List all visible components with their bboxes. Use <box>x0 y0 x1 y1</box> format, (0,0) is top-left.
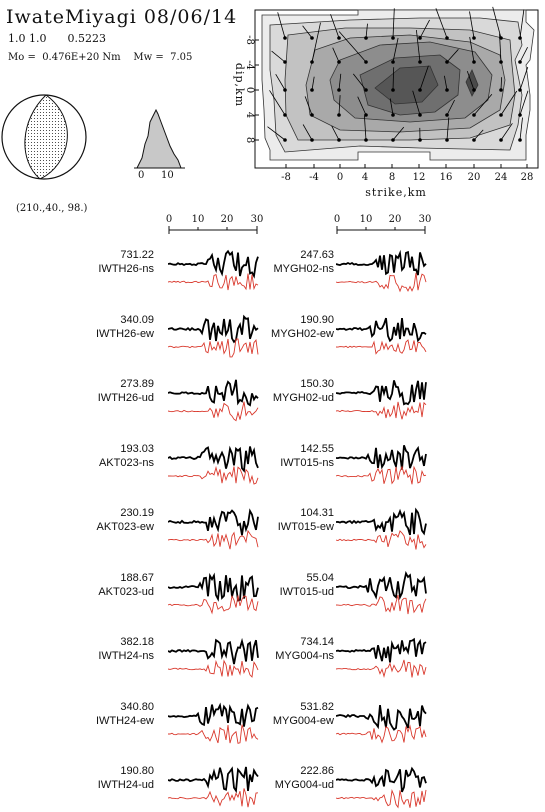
waveform-station: IWT015-ud <box>268 585 334 599</box>
waveform-label <box>88 571 154 599</box>
waveform-trace-pair <box>336 496 428 554</box>
waveform-amplitude: 531.82 <box>268 700 334 714</box>
observed-waveform <box>336 769 426 792</box>
waveform-label <box>268 248 334 276</box>
map-x-tick-label: 28 <box>521 172 534 183</box>
map-x-tick-label: -8 <box>281 172 291 183</box>
observed-waveform <box>336 380 426 404</box>
waveform-amplitude: 734.14 <box>268 635 334 649</box>
time-tick-30: 30 <box>419 214 432 225</box>
waveform-amplitude: 247.63 <box>268 248 334 262</box>
map-x-tick-label: 24 <box>495 172 508 183</box>
waveform-label <box>88 764 154 792</box>
map-x-tick-label: 4 <box>362 172 368 183</box>
synthetic-waveform <box>336 466 426 484</box>
synthetic-waveform <box>168 402 258 421</box>
waveform-label <box>268 700 334 728</box>
waveform-trace-pair <box>336 690 428 748</box>
waveform-amplitude: 222.86 <box>268 764 334 778</box>
time-tick-10: 10 <box>360 214 373 225</box>
map-y-tick-label: 0 <box>244 87 255 93</box>
waveform-amplitude: 190.90 <box>268 313 334 327</box>
waveform-trace-pair <box>336 561 428 619</box>
params-right: 0.5223 <box>67 32 106 45</box>
mo-value: 0.476E+20 Nm <box>42 52 120 63</box>
waveform-trace-pair <box>336 432 428 490</box>
map-x-tick-label: 8 <box>389 172 395 183</box>
waveform-station: IWTH24-ew <box>88 714 154 728</box>
waveform-trace-pair <box>168 496 260 554</box>
waveform-trace-pair <box>336 754 428 812</box>
inversion-params <box>8 32 106 45</box>
synthetic-waveform <box>336 531 426 550</box>
map-y-tick-label: -4 <box>244 60 255 70</box>
waveform-amplitude: 230.19 <box>88 506 154 520</box>
waveform-station: IWTH24-ns <box>88 649 154 663</box>
waveform-label <box>268 635 334 663</box>
waveform-station: IWTH26-ns <box>88 262 154 276</box>
waveform-amplitude: 731.22 <box>88 248 154 262</box>
stf-shape <box>137 110 181 168</box>
waveform-label <box>88 635 154 663</box>
observed-waveform <box>336 445 426 469</box>
waveform-trace-pair <box>168 238 260 296</box>
map-y-tick-label: -8 <box>244 35 255 45</box>
waveform-station: MYG004-ew <box>268 714 334 728</box>
time-tick-0: 0 <box>166 214 172 225</box>
waveform-station: IWTH26-ew <box>88 327 154 341</box>
synthetic-waveform <box>336 790 426 808</box>
observed-waveform <box>168 380 258 405</box>
waveform-station: MYGH02-ns <box>268 262 334 276</box>
observed-waveform <box>336 510 426 535</box>
waveform-trace-pair <box>336 238 428 296</box>
observed-waveform <box>168 511 258 535</box>
waveform-label <box>268 442 334 470</box>
waveform-amplitude: 190.80 <box>88 764 154 778</box>
time-tick-30: 30 <box>251 214 264 225</box>
moment-line <box>8 52 192 63</box>
mo-label: Mo = <box>8 52 36 63</box>
observed-waveform <box>336 639 426 662</box>
waveform-label <box>88 506 154 534</box>
source-time-function <box>130 100 200 190</box>
observed-waveform <box>168 704 258 726</box>
observed-waveform <box>168 251 258 276</box>
waveform-station: AKT023-ew <box>88 520 154 534</box>
waveform-station: MYG004-ns <box>268 649 334 663</box>
synthetic-waveform <box>336 340 426 354</box>
synthetic-waveform <box>336 273 426 291</box>
waveform-amplitude: 104.31 <box>268 506 334 520</box>
synthetic-waveform <box>168 274 258 291</box>
waveform-amplitude: 382.18 <box>88 635 154 649</box>
waveform-amplitude: 340.09 <box>88 313 154 327</box>
mw-label: Mw = <box>133 52 163 63</box>
map-y-tick-label: 4 <box>244 112 255 118</box>
time-tick-20: 20 <box>221 214 234 225</box>
waveform-station: IWT015-ns <box>268 456 334 470</box>
waveform-station: IWTH24-ud <box>88 778 154 792</box>
synthetic-waveform <box>168 531 258 549</box>
observed-waveform <box>336 318 426 341</box>
waveform-trace-pair <box>168 690 260 748</box>
mw-value: 7.05 <box>170 52 192 63</box>
waveform-label <box>88 442 154 470</box>
waveform-amplitude: 150.30 <box>268 377 334 391</box>
slip-distribution-map <box>230 0 545 205</box>
observed-waveform <box>168 575 258 600</box>
waveform-amplitude: 142.55 <box>268 442 334 456</box>
waveform-station: MYG004-ud <box>268 778 334 792</box>
map-x-tick-label: 20 <box>468 172 481 183</box>
waveform-trace-pair <box>168 754 260 812</box>
waveform-amplitude: 193.03 <box>88 442 154 456</box>
map-x-tick-label: 0 <box>337 172 343 183</box>
focal-mechanism <box>0 90 90 200</box>
waveform-label <box>268 764 334 792</box>
map-x-tick-label: 12 <box>413 172 426 183</box>
waveform-station: MYGH02-ud <box>268 391 334 405</box>
waveform-trace-pair <box>168 367 260 425</box>
map-x-tick-label: 16 <box>440 172 453 183</box>
time-tick-20: 20 <box>389 214 402 225</box>
params-left: 1.0 1.0 <box>8 32 46 45</box>
synthetic-waveform <box>168 339 258 357</box>
time-tick-10: 10 <box>192 214 205 225</box>
waveform-label <box>88 700 154 728</box>
synthetic-waveform <box>168 724 258 743</box>
observed-waveform <box>168 446 258 470</box>
synthetic-waveform <box>168 661 258 677</box>
waveform-trace-pair <box>168 561 260 619</box>
waveform-station: IWTH26-ud <box>88 391 154 405</box>
waveform-label <box>268 571 334 599</box>
figure-title: IwateMiyagi 08/06/14 <box>6 6 237 28</box>
map-x-label: strike,km <box>365 186 427 199</box>
observed-waveform <box>336 252 426 275</box>
waveform-amplitude: 340.80 <box>88 700 154 714</box>
waveform-station: IWT015-ew <box>268 520 334 534</box>
waveform-trace-pair <box>336 625 428 683</box>
waveform-station: MYGH02-ew <box>268 327 334 341</box>
waveform-amplitude: 273.89 <box>88 377 154 391</box>
waveform-label <box>88 377 154 405</box>
observed-waveform <box>168 316 258 341</box>
observed-waveform <box>168 640 258 664</box>
time-tick-0: 0 <box>334 214 340 225</box>
map-x-tick-label: -4 <box>309 172 319 183</box>
synthetic-waveform <box>336 726 426 743</box>
waveform-label <box>268 506 334 534</box>
synthetic-waveform <box>336 595 426 614</box>
synthetic-waveform <box>336 402 426 419</box>
waveform-amplitude: 55.04 <box>268 571 334 585</box>
observed-waveform <box>168 767 258 791</box>
waveform-trace-pair <box>336 303 428 361</box>
slip-contours <box>262 10 534 160</box>
observed-waveform <box>336 573 426 597</box>
waveform-trace-pair <box>336 367 428 425</box>
stf-tick-0: 0 <box>138 170 144 181</box>
synthetic-waveform <box>336 660 426 678</box>
synthetic-waveform <box>168 788 258 807</box>
stf-tick-10: 10 <box>161 170 174 181</box>
waveform-label <box>268 313 334 341</box>
map-y-tick-label: 8 <box>244 137 255 143</box>
map-y-label: dip,km <box>233 63 246 107</box>
waveform-trace-pair <box>168 625 260 683</box>
mechanism-label: (210.,40., 98.) <box>16 203 87 214</box>
waveform-label <box>268 377 334 405</box>
waveform-trace-pair <box>168 303 260 361</box>
waveform-label <box>88 313 154 341</box>
waveform-station: AKT023-ns <box>88 456 154 470</box>
waveform-amplitude: 188.67 <box>88 571 154 585</box>
waveform-station: AKT023-ud <box>88 585 154 599</box>
waveform-trace-pair <box>168 432 260 490</box>
observed-waveform <box>336 705 426 730</box>
waveform-label <box>88 248 154 276</box>
